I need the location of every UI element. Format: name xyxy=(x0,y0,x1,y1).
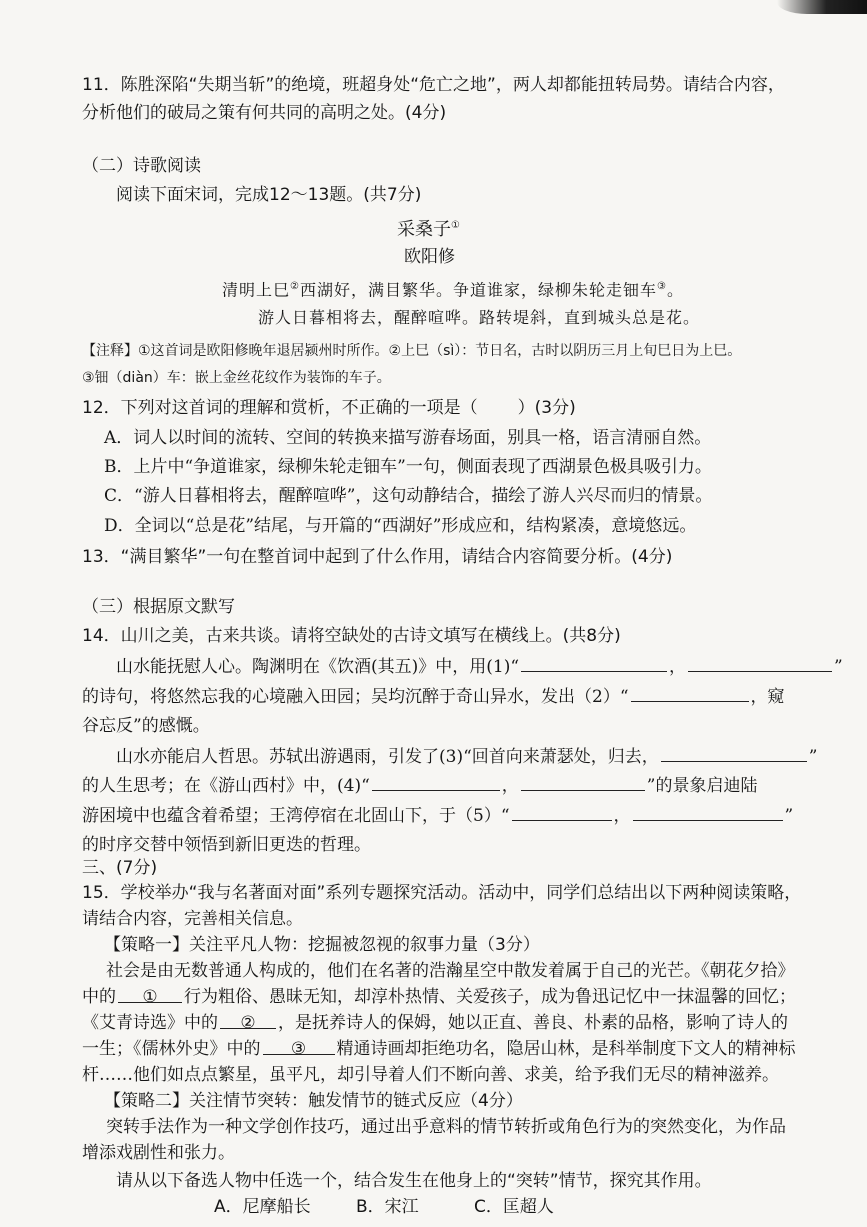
strategy-blank-1[interactable]: ① xyxy=(118,986,182,1003)
fill-blank-1b[interactable] xyxy=(688,655,832,672)
q14-line-4-text: 山水亦能启人哲思。苏轼出游遇雨，引发了(3)“回首向来萧瑟处，归去， xyxy=(116,747,659,767)
choice-a: A．尼摩船长 xyxy=(214,1197,311,1217)
q14-close-5: ” xyxy=(784,806,794,826)
part-three-heading: 三、(7分) xyxy=(82,858,158,878)
q14-line-2-text: 的诗句，将悠然忘我的心境融入田园；吴均沉醉于奇山异水，发出（2）“ xyxy=(82,687,629,707)
poem-line-1c: 。 xyxy=(666,280,684,300)
poem-note-1: 【注释】①这首词是欧阳修晚年退居颍州时所作。②上巳（sì）：节日名，古时以阴历三月上旬巳日为上巳。 xyxy=(82,343,742,359)
q15-line2: 请结合内容，完善相关信息。 xyxy=(82,909,303,929)
q12-stem-b: ）(3分) xyxy=(517,398,576,418)
strategy-one-line3 xyxy=(82,1012,788,1034)
strategy-one-heading: 【策略一】关注平凡人物：挖掘被忽视的叙事力量（3分） xyxy=(104,935,540,955)
strategy-two-heading: 【策略二】关注情节突转：触发情节的链式反应（4分） xyxy=(104,1091,523,1111)
fill-blank-2[interactable] xyxy=(631,685,749,702)
section-heading-recitation: （三）根据原文默写 xyxy=(82,597,235,617)
s1-l3-a: 《艾青诗选》中的 xyxy=(82,1013,218,1033)
q14-sep-4: ， xyxy=(501,776,519,796)
q14-line-2 xyxy=(82,685,785,708)
strategy-blank-3[interactable]: ③ xyxy=(263,1038,335,1055)
s1-l4-b: 精通诗画却拒绝功名，隐居山林，是科举制度下文人的精神标 xyxy=(336,1039,796,1059)
q11-line2: 分析他们的破局之策有何共同的高明之处。(4分) xyxy=(82,103,447,123)
q14-line-1 xyxy=(116,655,843,678)
choice-c: C．匡超人 xyxy=(474,1197,554,1217)
strategy-two-line3: 请从以下备选人物中任选一个，结合发生在他身上的“突转”情节，探究其作用。 xyxy=(116,1171,712,1191)
poem-note-2: ③钿（diàn）车：嵌上金丝花纹作为装饰的车子。 xyxy=(82,370,391,386)
fill-blank-3[interactable] xyxy=(661,745,807,762)
strategy-two-line2: 增添戏剧性和张力。 xyxy=(82,1143,235,1163)
q12-stem-a: 12．下列对这首词的理解和赏析，不正确的一项是（ xyxy=(82,398,478,418)
fill-blank-4a[interactable] xyxy=(372,774,500,791)
q12-stem xyxy=(82,397,576,419)
q14-line-1-text: 山水能抚慰人心。陶渊明在《饮酒(其五)》中，用(1)“ xyxy=(116,657,520,677)
s1-l2-b: 行为粗俗、愚昧无知，却淳朴热情、关爱孩子，成为鲁迅记忆中一抹温馨的回忆； xyxy=(184,987,796,1007)
section-heading-poetry: （二）诗歌阅读 xyxy=(82,156,201,176)
fill-blank-1a[interactable] xyxy=(521,655,667,672)
poem-title xyxy=(397,215,460,241)
q14-line-4 xyxy=(116,745,817,768)
strategy-one-line4 xyxy=(82,1038,796,1060)
poem-note-mark-2: ② xyxy=(290,281,300,292)
poem-line-1b: 西湖好，满目繁华。争道谁家，绿柳朱轮走钿车 xyxy=(299,280,657,300)
strategy-two-line1: 突转手法作为一种文学创作技巧，通过出乎意料的情节转折或角色行为的突然变化，为作品 xyxy=(106,1117,786,1137)
q14-line-6 xyxy=(82,804,793,827)
poem-title-note-mark: ① xyxy=(451,220,460,231)
strategy-one-line1: 社会是由无数普通人构成的，他们在名著的浩瀚星空中散发着属于自己的光芒。《朝花夕拾》 xyxy=(106,961,795,981)
strategy-one-line5: 杆……他们如点点繁星，虽平凡，却引导着人们不断向善、求美，给予我们无尽的精神滋养。 xyxy=(82,1065,779,1085)
q14-line-7: 的时序交替中领悟到新旧更迭的哲理。 xyxy=(82,835,371,855)
q14-line-6-text: 游困境中也蕴含着希望；王湾停宿在北固山下，于（5）“ xyxy=(82,806,510,826)
poem-note-mark-3: ③ xyxy=(657,281,667,292)
q12-option-a: A．词人以时间的流转、空间的转换来描写游春场面，别具一格，语言清丽自然。 xyxy=(104,428,712,448)
q14-line-2-end: ，窥 xyxy=(750,687,785,707)
q14-line-5 xyxy=(82,774,757,797)
q14-sep-5: ， xyxy=(613,806,631,826)
poem-line-1 xyxy=(222,276,684,301)
poem-line-1a: 清明上巳 xyxy=(222,280,291,300)
q14-close-3: ” xyxy=(808,747,818,767)
q13-text: 13．“满目繁华”一句在整首词中起到了什么作用，请结合内容简要分析。(4分) xyxy=(82,547,673,567)
q12-option-c: C．“游人日暮相将去，醒醉喧哗”，这句动静结合，描绘了游人兴尽而归的情景。 xyxy=(104,486,713,506)
q14-line-5-end: ”的景象启迪陆 xyxy=(646,776,758,796)
q14-line-3: 谷忘反”的感慨。 xyxy=(82,716,210,736)
s1-l2-a: 中的 xyxy=(82,987,116,1007)
poetry-instruction: 阅读下面宋词，完成12～13题。(共7分) xyxy=(116,185,422,205)
q14-line-5-text: 的人生思考；在《游山西村》中，(4)“ xyxy=(82,776,370,796)
q14-stem: 14．山川之美，古来共谈。请将空缺处的古诗文填写在横线上。(共8分) xyxy=(82,626,621,646)
choice-b: B．宋江 xyxy=(356,1197,419,1217)
strategy-blank-2[interactable]: ② xyxy=(220,1012,276,1029)
s1-l3-b: ，是抚养诗人的保姆，她以正直、善良、朴素的品格，影响了诗人的 xyxy=(278,1013,788,1033)
q15-line1: 15．学校举办“我与名著面对面”系列专题探究活动。活动中，同学们总结出以下两种阅读策略， xyxy=(82,883,802,903)
strategy-one-line2 xyxy=(82,986,796,1008)
poem-line-2: 游人日暮相将去，醒醉喧哗。路转堤斜，直到城头总是花。 xyxy=(258,308,701,327)
fill-blank-5b[interactable] xyxy=(633,804,783,821)
scan-corner-shadow xyxy=(777,0,867,14)
q12-option-d: D．全词以“总是花”结尾，与开篇的“西湖好”形成应和，结构紧凑，意境悠远。 xyxy=(104,516,697,536)
q14-sep-1: ， xyxy=(669,657,687,677)
q14-close-1: ” xyxy=(834,657,843,677)
poem-title-text: 采桑子 xyxy=(397,219,451,240)
fill-blank-5a[interactable] xyxy=(512,804,612,821)
poem-author: 欧阳修 xyxy=(404,247,455,267)
fill-blank-4b[interactable] xyxy=(521,774,645,791)
s1-l4-a: 一生；《儒林外史》中的 xyxy=(82,1039,261,1059)
q11-line1: 11．陈胜深陷“失期当斩”的绝境，班超身处“危亡之地”，两人却都能扭转局势。请结合内容， xyxy=(82,75,785,95)
q12-option-b: B．上片中“争道谁家，绿柳朱轮走钿车”一句，侧面表现了西湖景色极具吸引力。 xyxy=(104,457,712,477)
